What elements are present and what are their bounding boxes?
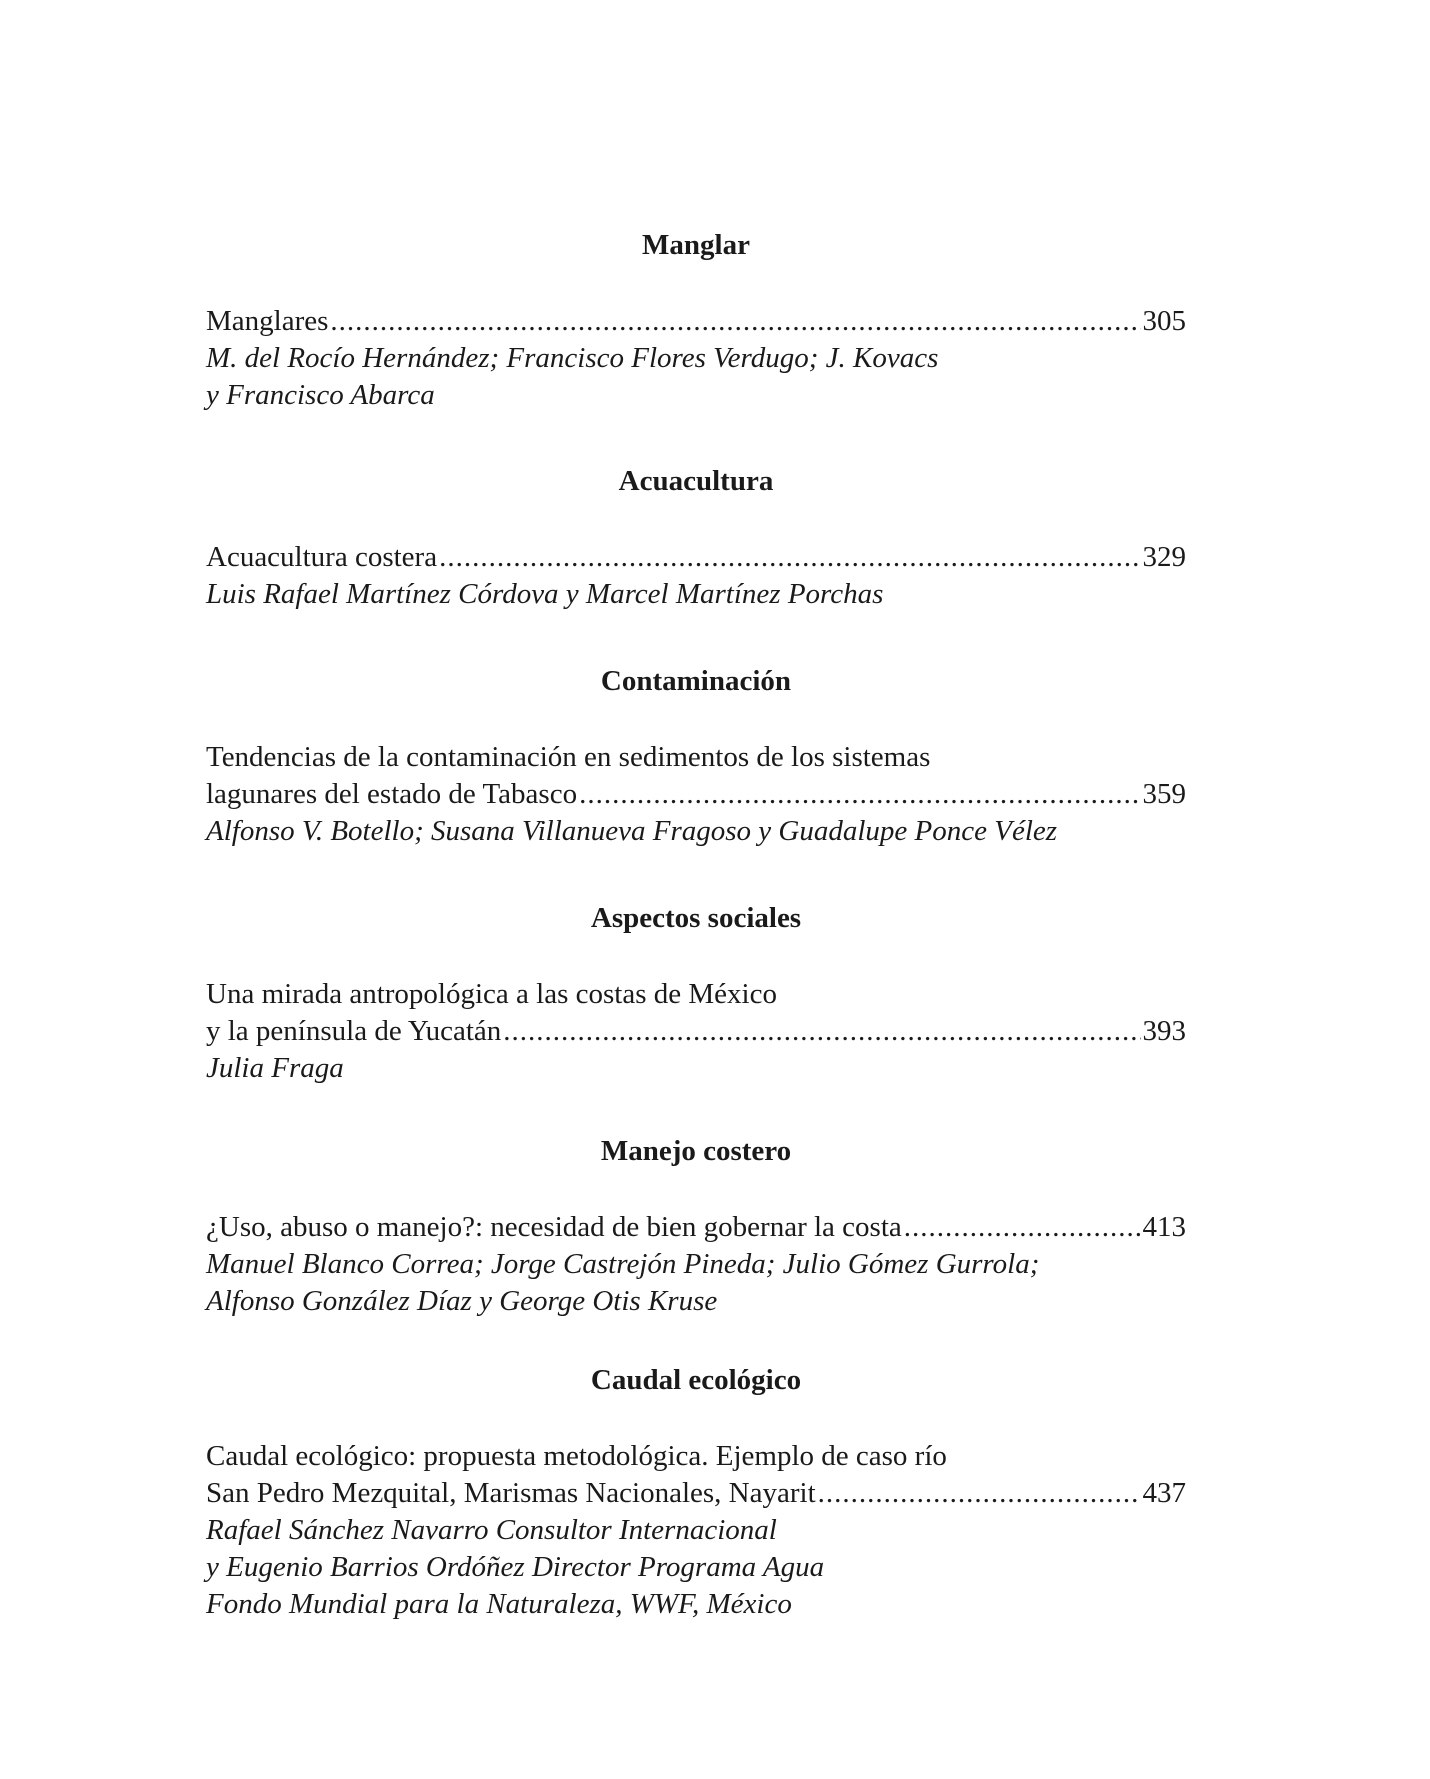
section-heading: Manglar	[642, 229, 750, 261]
toc-entry-authors: Luis Rafael Martínez Córdova y Marcel Martínez Porchas	[206, 578, 884, 610]
toc-page-number: 329	[1142, 541, 1186, 573]
toc-entry-authors: y Eugenio Barrios Ordóñez Director Programa Agua	[206, 1551, 825, 1583]
section-heading: Contaminación	[600, 665, 792, 697]
toc-page-number: 359	[1142, 778, 1186, 810]
dot-leader	[818, 1475, 1141, 1512]
toc-entry[interactable]	[206, 1438, 1186, 1623]
dot-leader	[330, 303, 1140, 340]
toc-entry-authors: M. del Rocío Hernández; Francisco Flores Verdugo; J. Kovacs	[206, 342, 939, 374]
toc-section-manglar	[206, 227, 1186, 414]
toc-section-contaminacion	[206, 663, 1186, 850]
dot-leader	[503, 1013, 1140, 1050]
section-heading: Manejo costero	[600, 1135, 792, 1167]
toc-entry-line	[206, 303, 1186, 340]
toc-entry-title: ¿Uso, abuso o manejo?: necesidad de bien gobernar la costa	[206, 1211, 902, 1243]
toc-entry-authors: Alfonso V. Botello; Susana Villanueva Fragoso y Guadalupe Ponce Vélez	[206, 815, 1058, 847]
toc-entry-title-line: Caudal ecológico: propuesta metodológica. Ejemplo de caso río	[206, 1440, 947, 1472]
section-heading: Aspectos sociales	[590, 902, 802, 934]
section-heading: Caudal ecológico	[590, 1364, 802, 1396]
dot-leader	[904, 1209, 1141, 1246]
toc-section-caudal-ecologico	[206, 1362, 1186, 1623]
section-heading: Acuacultura	[618, 465, 774, 497]
toc-entry-title: San Pedro Mezquital, Marismas Nacionales, Nayarit	[206, 1477, 816, 1509]
toc-entry-title: Acuacultura costera	[206, 541, 438, 573]
toc-entry-line	[206, 1013, 1186, 1050]
toc-entry-authors: Manuel Blanco Correa; Jorge Castrejón Pineda; Julio Gómez Gurrola;	[206, 1248, 1040, 1280]
toc-page-number: 413	[1142, 1211, 1186, 1243]
toc-entry[interactable]	[206, 739, 1186, 850]
toc-entry[interactable]	[206, 1209, 1186, 1320]
toc-entry-authors: y Francisco Abarca	[206, 379, 435, 411]
toc-entry[interactable]	[206, 539, 1186, 613]
dot-leader	[439, 539, 1140, 576]
toc-entry-title: Manglares	[206, 305, 329, 337]
toc-page-number: 305	[1142, 305, 1186, 337]
toc-entry[interactable]	[206, 303, 1186, 414]
toc-section-acuacultura	[206, 463, 1186, 613]
toc-entry-line	[206, 539, 1186, 576]
toc-entry-line	[206, 1209, 1186, 1246]
toc-entry-title: y la península de Yucatán	[206, 1015, 502, 1047]
toc-entry-authors: Julia Fraga	[206, 1052, 344, 1084]
toc-entry-title: lagunares del estado de Tabasco	[206, 778, 578, 810]
toc-entry[interactable]	[206, 976, 1186, 1087]
toc-page-number: 393	[1142, 1015, 1186, 1047]
toc-section-aspectos-sociales	[206, 900, 1186, 1087]
toc-entry-title-line: Una mirada antropológica a las costas de México	[206, 978, 777, 1010]
toc-page-number: 437	[1142, 1477, 1186, 1509]
toc-entry-line	[206, 1475, 1186, 1512]
toc-entry-title-line: Tendencias de la contaminación en sedimentos de los sistemas	[206, 741, 931, 773]
toc-entry-authors: Alfonso González Díaz y George Otis Kruse	[206, 1285, 718, 1317]
toc-entry-authors: Rafael Sánchez Navarro Consultor Internacional	[206, 1514, 777, 1546]
toc-entry-authors: Fondo Mundial para la Naturaleza, WWF, México	[206, 1588, 792, 1620]
toc-section-manejo-costero	[206, 1133, 1186, 1320]
toc-entry-line	[206, 776, 1186, 813]
dot-leader	[579, 776, 1140, 813]
